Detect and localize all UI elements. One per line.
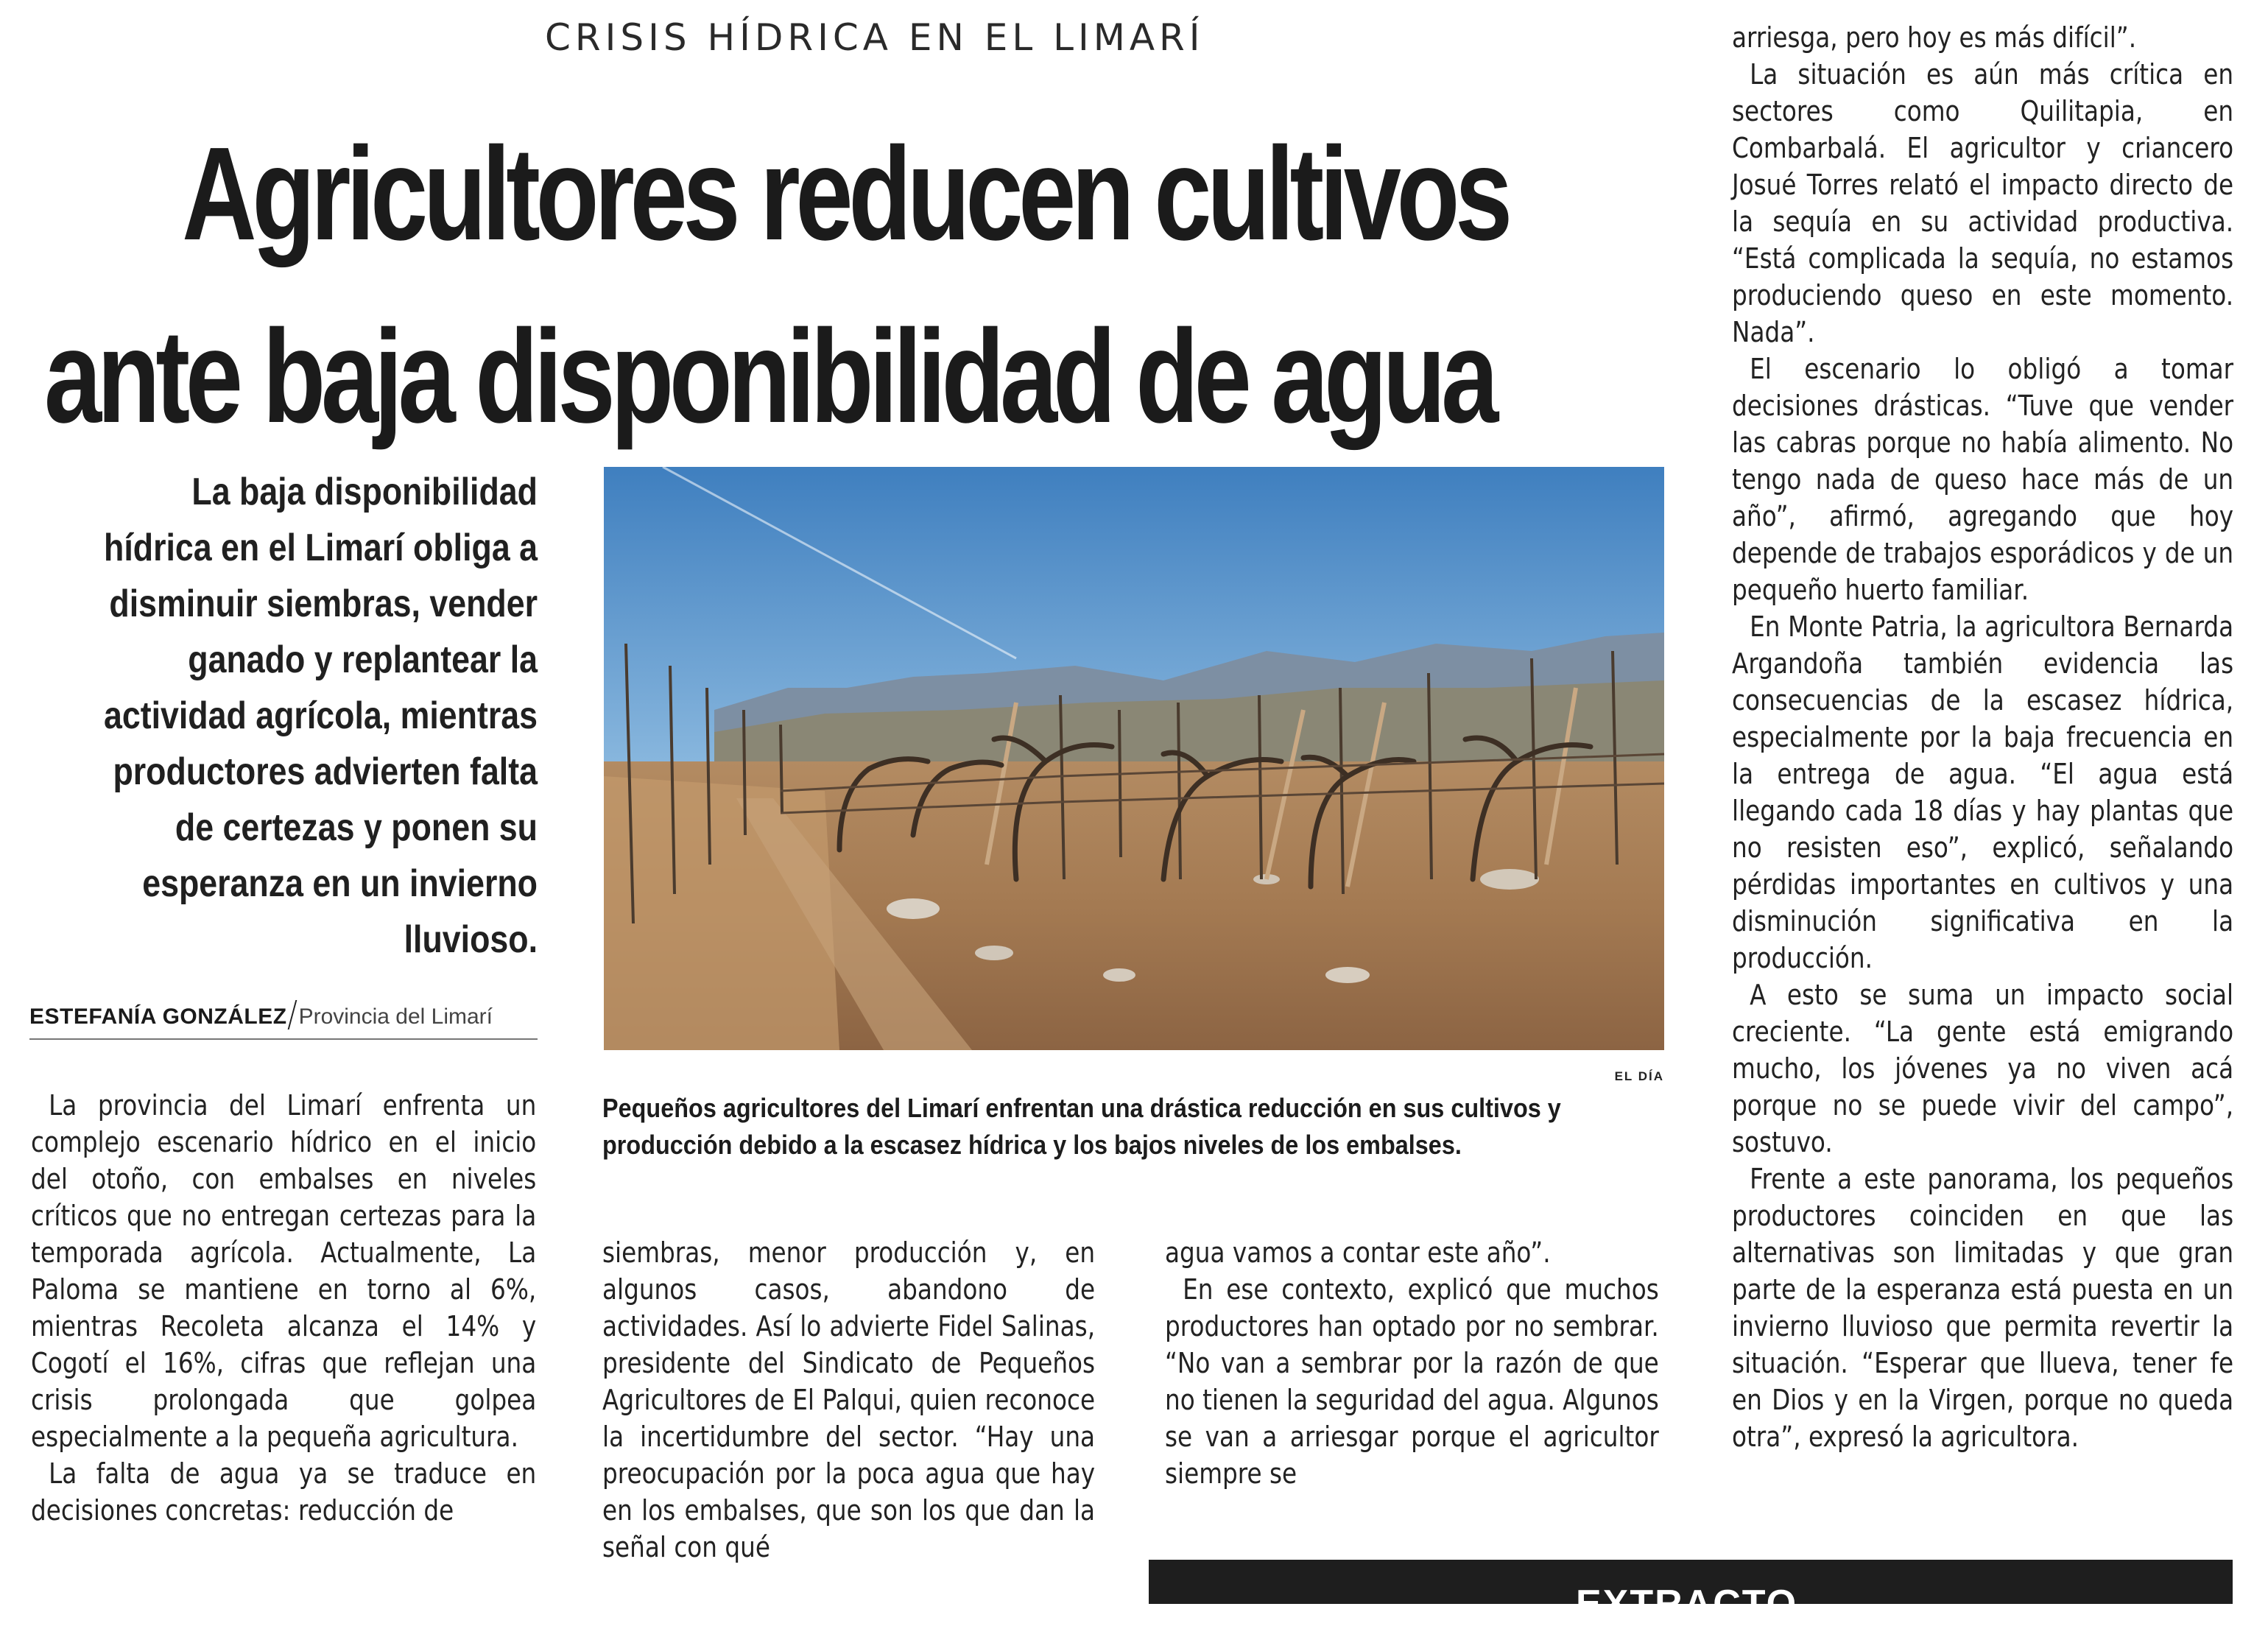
byline-location: Provincia del Limarí	[298, 1004, 493, 1029]
section-kicker: CRISIS HÍDRICA EN EL LIMARÍ	[545, 16, 1205, 59]
body-column-2	[602, 1234, 1095, 1566]
body-column-1	[31, 1087, 536, 1529]
body-paragraph: La provincia del Limarí enfrenta un complejo escenario hídrico en el inicio del otoño, con embalses en niveles críticos que no entregan certezas para la temporada agrícola. Actualmente, La Paloma se mantiene en torno al 6%, mientras Recoleta alcanza el 14% y Cogotí el 16%, cifras que reflejan una crisis prolongada que golpea especialmente a la pequeña agricultura.	[31, 1089, 537, 1453]
photo-caption: Pequeños agricultores del Limarí enfrentan una drástica reducción en sus cultivos y producción debido a la escasez hídrica y los bajos niveles de los embalses.	[602, 1093, 1561, 1160]
body-paragraph: A esto se suma un impacto social creciente. “La gente está emigrando mucho, los jóvenes ya no viven acá porque no se puede vivir del campo”, sostuvo.	[1732, 979, 2234, 1158]
extract-box	[1149, 1560, 2233, 1625]
vineyard-photo	[604, 467, 1664, 1050]
byline-author: ESTEFANÍA GONZÁLEZ	[29, 1004, 287, 1029]
body-paragraph: En ese contexto, explicó que muchos productores han optado por no sembrar. “No van a sembrar por la razón de que no tienen la seguridad del agua. Algunos se van a arriesgar porque el agricultor siempre se	[1165, 1273, 1659, 1490]
body-paragraph: La situación es aún más crítica en sectores como Quilitapia, en Combarbalá. El agricultor y criancero Josué Torres relató el impacto directo de la sequía en su actividad productiva. “Está complicada la sequía, no estamos produciendo queso en este momento. Nada”.	[1732, 58, 2234, 348]
body-paragraph: Frente a este panorama, los pequeños productores coinciden en que las alternativas son limitadas y que gran parte de la esperanza está puesta en un invierno lluvioso que permita revertir la situación. “Esperar que llueva, tener fe en Dios y en la Virgen, porque no queda otra”, expresó la agricultora.	[1732, 1163, 2234, 1453]
byline	[29, 1000, 545, 1030]
body-column-3	[1165, 1234, 1659, 1492]
headline	[44, 103, 1508, 468]
body-column-4	[1732, 19, 2233, 1455]
photo-credit: EL DÍA	[1614, 1069, 1664, 1083]
body-paragraph: arriesga, pero hoy es más difícil”.	[1732, 21, 2137, 54]
byline-divider	[287, 1000, 297, 1030]
headline-line-1: Agricultores reducen cultivos	[182, 120, 1508, 268]
lead-paragraph: La baja disponibilidad hídrica en el Limarí obliga a disminuir siembras, vender ganado y replantear la actividad agrícola, mientras productores advierten falta de certezas y ponen su esperanza en un invierno lluvioso.	[103, 471, 538, 961]
body-paragraph: siembras, menor producción y, en algunos casos, abandono de actividades. Así lo advierte Fidel Salinas, presidente del Sindicato de Pequeños Agricultores de El Palqui, quien reconoce la incertidumbre del sector. “Hay una preocupación por la poca agua que hay en los embalses, que son los que dan la señal con qué	[602, 1236, 1096, 1563]
headline-line-2: ante baja disponibilidad de agua	[44, 303, 1495, 451]
body-paragraph: En Monte Patria, la agricultora Bernarda Argandoña también evidencia las consecuencias de la escasez hídrica, especialmente por la baja frecuencia en la entrega de agua. “El agua está llegando cada 18 días y hay plantas que no resisten eso”, explicó, señalando pérdidas importantes en cultivos y una disminución significativa en la producción.	[1732, 610, 2234, 974]
body-paragraph: El escenario lo obligó a tomar decisiones drásticas. “Tuve que vender las cabras porque no había alimento. No tengo nada de queso hace más de un año”, afirmó, agregando que hoy depende de trabajos esporádicos y de un pequeño huerto familiar.	[1732, 353, 2234, 606]
vineyard-photo-illustration	[604, 467, 1664, 1050]
extract-label: EXTRACTO	[1576, 1583, 1798, 1625]
body-paragraph: La falta de agua ya se traduce en decisiones concretas: reducción de	[31, 1457, 537, 1527]
byline-rule	[29, 1038, 538, 1040]
body-paragraph: agua vamos a contar este año”.	[1165, 1236, 1551, 1269]
